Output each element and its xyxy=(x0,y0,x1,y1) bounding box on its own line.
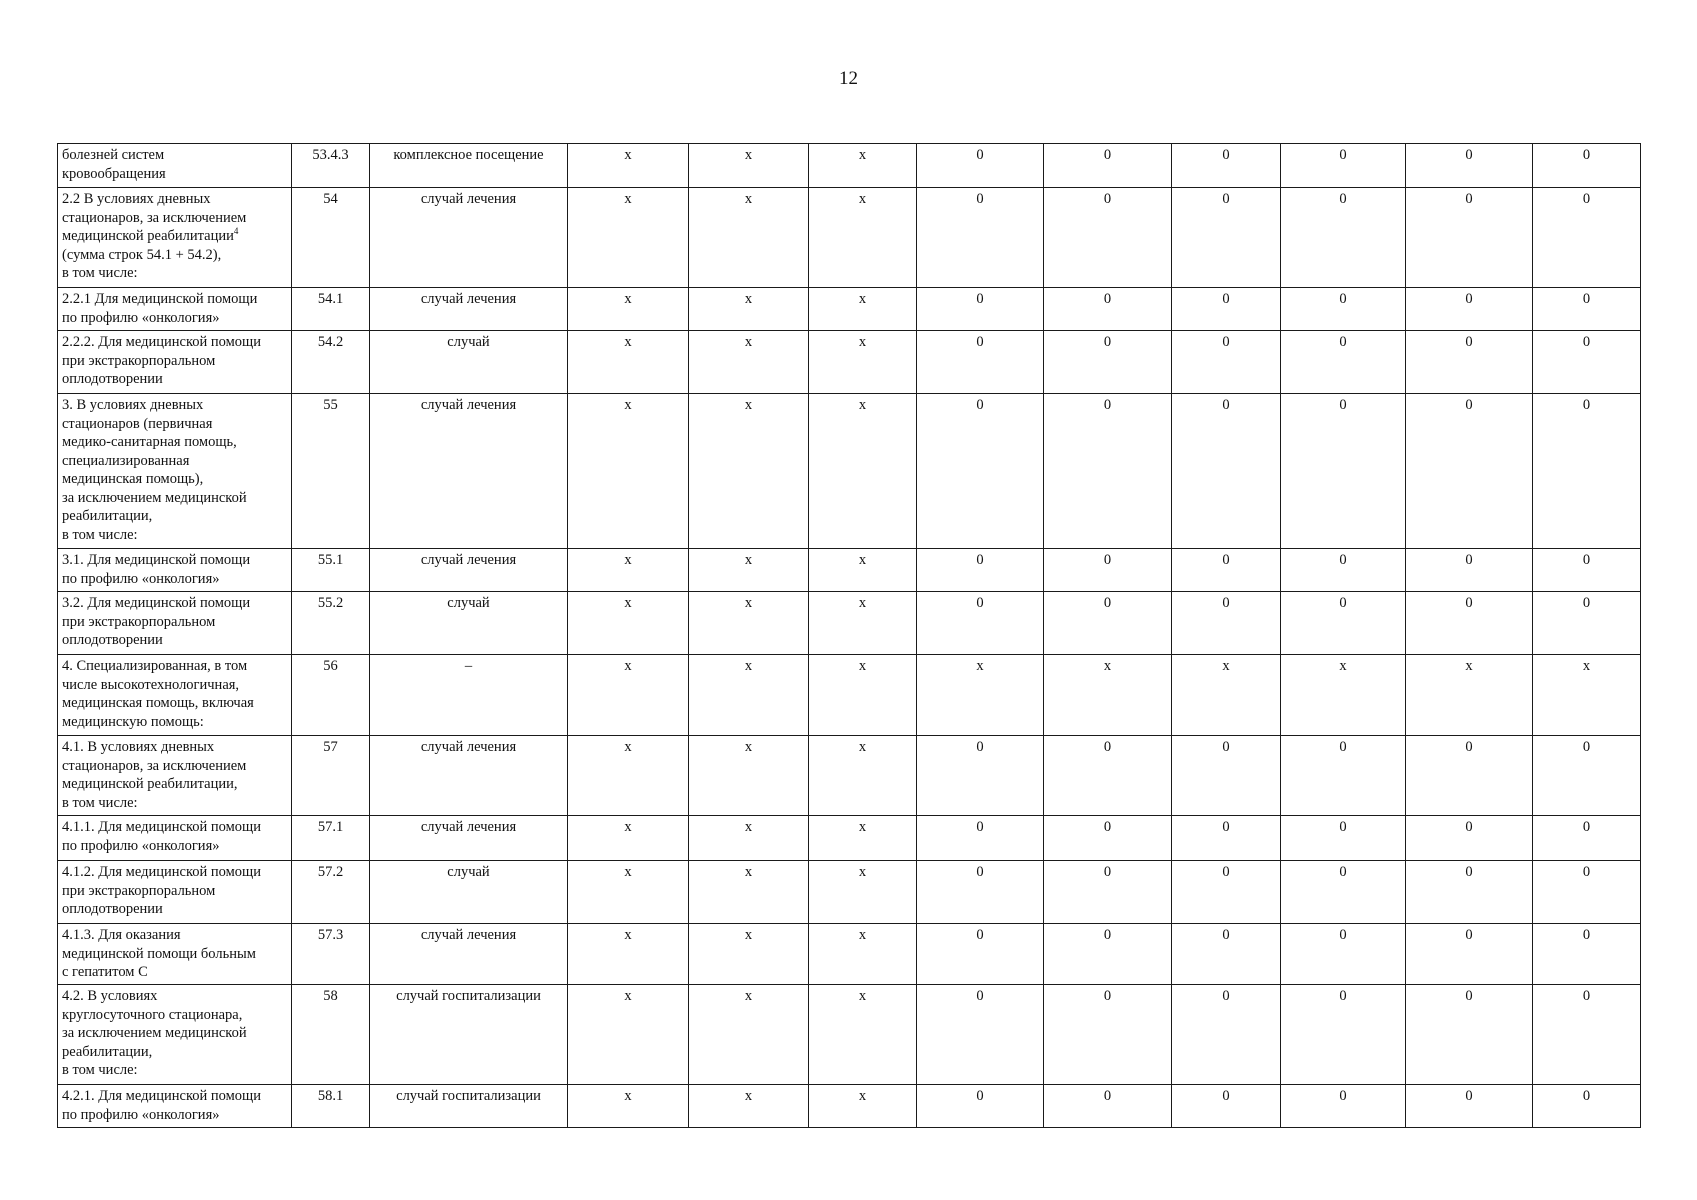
value-cell: 0 xyxy=(1406,549,1533,592)
row-name xyxy=(58,655,292,736)
value-cell: 0 xyxy=(1533,394,1641,549)
value-cell: 0 xyxy=(1281,144,1406,188)
value-cell: 0 xyxy=(1406,144,1533,188)
value-cell: х xyxy=(809,985,917,1085)
value-cell: 0 xyxy=(1533,816,1641,861)
row-unit: случай лечения xyxy=(370,394,568,549)
row-name xyxy=(58,144,292,188)
value-cell: 0 xyxy=(1533,924,1641,985)
value-cell: х xyxy=(809,394,917,549)
value-cell: 0 xyxy=(1044,861,1172,924)
value-cell: 0 xyxy=(1044,1085,1172,1128)
row-name-text: 4.2. В условиях круглосуточного стационара, за исключением медицинской реабилитации, в том числе: xyxy=(62,988,247,1078)
value-cell: х xyxy=(568,188,689,288)
value-cell: х xyxy=(1281,655,1406,736)
table-row xyxy=(58,736,1641,816)
value-cell: х xyxy=(809,592,917,655)
row-unit: случай лечения xyxy=(370,188,568,288)
table-row xyxy=(58,1085,1641,1128)
value-cell: х xyxy=(689,592,809,655)
value-cell: 0 xyxy=(1044,592,1172,655)
row-name xyxy=(58,924,292,985)
row-unit: комплексное посещение xyxy=(370,144,568,188)
value-cell: х xyxy=(568,816,689,861)
row-name xyxy=(58,549,292,592)
value-cell: х xyxy=(689,549,809,592)
table-row xyxy=(58,985,1641,1085)
value-cell: х xyxy=(809,655,917,736)
value-cell: 0 xyxy=(1406,924,1533,985)
value-cell: 0 xyxy=(1281,331,1406,394)
row-name-text: 2.2.2. Для медицинской помощи при экстракорпоральном оплодотворении xyxy=(62,334,261,387)
row-name-text: 2.2.1 Для медицинской помощи по профилю «онкология» xyxy=(62,291,258,326)
value-cell: х xyxy=(1406,655,1533,736)
row-code: 55.2 xyxy=(292,592,370,655)
value-cell: х xyxy=(689,736,809,816)
value-cell: 0 xyxy=(917,592,1044,655)
value-cell: х xyxy=(809,188,917,288)
value-cell: 0 xyxy=(1533,331,1641,394)
value-cell: 0 xyxy=(1281,188,1406,288)
value-cell: 0 xyxy=(1533,985,1641,1085)
row-code: 55.1 xyxy=(292,549,370,592)
row-name xyxy=(58,331,292,394)
value-cell: х xyxy=(568,394,689,549)
value-cell: 0 xyxy=(917,394,1044,549)
row-unit: случай лечения xyxy=(370,736,568,816)
row-code: 57.3 xyxy=(292,924,370,985)
value-cell: 0 xyxy=(1172,331,1281,394)
table-row xyxy=(58,188,1641,288)
value-cell: х xyxy=(568,144,689,188)
row-name-text: 4.1.3. Для оказания медицинской помощи больным с гепатитом С xyxy=(62,927,256,980)
table-row xyxy=(58,331,1641,394)
value-cell: х xyxy=(809,816,917,861)
page-number: 12 xyxy=(839,68,858,89)
row-name-text: 3.1. Для медицинской помощи по профилю «онкология» xyxy=(62,552,251,587)
row-unit: – xyxy=(370,655,568,736)
value-cell: 0 xyxy=(1533,549,1641,592)
footnote-ref: 4 xyxy=(233,226,239,237)
row-name xyxy=(58,394,292,549)
row-name-text: 4.2.1. Для медицинской помощи по профилю «онкология» xyxy=(62,1088,261,1123)
value-cell: 0 xyxy=(1533,736,1641,816)
value-cell: х xyxy=(809,549,917,592)
value-cell: 0 xyxy=(1406,592,1533,655)
value-cell: х xyxy=(809,736,917,816)
row-unit: случай лечения xyxy=(370,816,568,861)
value-cell: 0 xyxy=(1533,861,1641,924)
value-cell: 0 xyxy=(1044,736,1172,816)
value-cell: х xyxy=(689,331,809,394)
value-cell: 0 xyxy=(1172,924,1281,985)
row-code: 54 xyxy=(292,188,370,288)
value-cell: 0 xyxy=(1406,188,1533,288)
table-row xyxy=(58,861,1641,924)
value-cell: х xyxy=(809,331,917,394)
value-cell: х xyxy=(917,655,1044,736)
row-code: 54.1 xyxy=(292,288,370,331)
row-name-text: 4.1.1. Для медицинской помощи по профилю «онкология» xyxy=(62,819,261,854)
value-cell: х xyxy=(1044,655,1172,736)
value-cell: 0 xyxy=(1044,144,1172,188)
row-unit: случай госпитализации xyxy=(370,985,568,1085)
row-code: 58 xyxy=(292,985,370,1085)
row-name-text: 4. Специализированная, в том числе высокотехнологичная, медицинская помощь, включая медицинскую помощь: xyxy=(62,658,254,730)
row-unit: случай лечения xyxy=(370,288,568,331)
value-cell: 0 xyxy=(1172,144,1281,188)
row-unit: случай xyxy=(370,861,568,924)
value-cell: 0 xyxy=(1172,188,1281,288)
data-table xyxy=(57,143,1641,1128)
value-cell: 0 xyxy=(1533,1085,1641,1128)
value-cell: х xyxy=(568,736,689,816)
table-row xyxy=(58,816,1641,861)
value-cell: 0 xyxy=(1406,861,1533,924)
value-cell: 0 xyxy=(1172,1085,1281,1128)
row-name xyxy=(58,985,292,1085)
value-cell: х xyxy=(689,288,809,331)
value-cell: 0 xyxy=(1281,861,1406,924)
value-cell: 0 xyxy=(917,549,1044,592)
value-cell: 0 xyxy=(1172,816,1281,861)
value-cell: 0 xyxy=(1281,288,1406,331)
value-cell: х xyxy=(568,331,689,394)
row-code: 57.1 xyxy=(292,816,370,861)
table-row xyxy=(58,288,1641,331)
value-cell: х xyxy=(568,655,689,736)
row-name xyxy=(58,188,292,288)
value-cell: х xyxy=(568,924,689,985)
value-cell: 0 xyxy=(917,816,1044,861)
value-cell: х xyxy=(568,288,689,331)
value-cell: х xyxy=(568,985,689,1085)
value-cell: 0 xyxy=(1172,394,1281,549)
value-cell: х xyxy=(809,861,917,924)
row-name xyxy=(58,816,292,861)
value-cell: 0 xyxy=(1406,394,1533,549)
row-name xyxy=(58,288,292,331)
table-row xyxy=(58,655,1641,736)
value-cell: 0 xyxy=(1533,144,1641,188)
value-cell: 0 xyxy=(1281,1085,1406,1128)
value-cell: 0 xyxy=(917,924,1044,985)
value-cell: х xyxy=(689,861,809,924)
value-cell: х xyxy=(689,188,809,288)
value-cell: 0 xyxy=(1533,288,1641,331)
value-cell: х xyxy=(689,924,809,985)
value-cell: 0 xyxy=(1281,394,1406,549)
value-cell: 0 xyxy=(1044,331,1172,394)
value-cell: 0 xyxy=(1172,985,1281,1085)
value-cell: 0 xyxy=(1281,924,1406,985)
row-code: 57.2 xyxy=(292,861,370,924)
row-code: 55 xyxy=(292,394,370,549)
row-name-cont: (сумма строк 54.1 + 54.2), в том числе: xyxy=(62,246,222,281)
value-cell: 0 xyxy=(917,736,1044,816)
value-cell: 0 xyxy=(917,188,1044,288)
value-cell: 0 xyxy=(1406,816,1533,861)
value-cell: 0 xyxy=(917,985,1044,1085)
value-cell: х xyxy=(689,1085,809,1128)
value-cell: х xyxy=(689,816,809,861)
row-unit: случай лечения xyxy=(370,549,568,592)
value-cell: 0 xyxy=(1281,985,1406,1085)
value-cell: х xyxy=(1533,655,1641,736)
value-cell: 0 xyxy=(1172,592,1281,655)
row-name-text: 3.2. Для медицинской помощи при экстракорпоральном оплодотворении xyxy=(62,595,251,648)
row-code: 58.1 xyxy=(292,1085,370,1128)
value-cell: 0 xyxy=(917,144,1044,188)
value-cell: 0 xyxy=(1533,592,1641,655)
value-cell: 0 xyxy=(917,1085,1044,1128)
value-cell: 0 xyxy=(1044,188,1172,288)
row-code: 54.2 xyxy=(292,331,370,394)
row-code: 57 xyxy=(292,736,370,816)
row-unit: случай xyxy=(370,592,568,655)
value-cell: 0 xyxy=(1044,288,1172,331)
value-cell: х xyxy=(689,394,809,549)
value-cell: 0 xyxy=(1044,394,1172,549)
value-cell: 0 xyxy=(1044,549,1172,592)
value-cell: 0 xyxy=(1172,736,1281,816)
value-cell: х xyxy=(689,144,809,188)
value-cell: 0 xyxy=(1281,816,1406,861)
value-cell: 0 xyxy=(1406,288,1533,331)
value-cell: х xyxy=(568,861,689,924)
row-unit: случай лечения xyxy=(370,924,568,985)
value-cell: х xyxy=(568,592,689,655)
value-cell: 0 xyxy=(1172,288,1281,331)
value-cell: х xyxy=(689,985,809,1085)
table-row xyxy=(58,924,1641,985)
value-cell: х xyxy=(809,144,917,188)
row-unit: случай xyxy=(370,331,568,394)
table-row xyxy=(58,144,1641,188)
table-row xyxy=(58,549,1641,592)
value-cell: 0 xyxy=(1406,736,1533,816)
value-cell: х xyxy=(809,924,917,985)
value-cell: 0 xyxy=(1281,736,1406,816)
value-cell: 0 xyxy=(1172,861,1281,924)
row-code: 53.4.3 xyxy=(292,144,370,188)
row-name xyxy=(58,861,292,924)
value-cell: 0 xyxy=(1406,1085,1533,1128)
value-cell: 0 xyxy=(1044,816,1172,861)
row-name-text: болезней систем кровообращения xyxy=(62,147,166,182)
value-cell: х xyxy=(568,1085,689,1128)
value-cell: 0 xyxy=(1533,188,1641,288)
value-cell: 0 xyxy=(1406,331,1533,394)
value-cell: 0 xyxy=(917,331,1044,394)
value-cell: 0 xyxy=(1281,549,1406,592)
row-name-text: 2.2 В условиях дневных стационаров, за исключением медицинской реабилитации xyxy=(62,191,247,244)
row-name-text: 3. В условиях дневных стационаров (первичная медико-санитарная помощь, специализированная медицинская помощь), за исключением медицинской реабилитации, в том числе: xyxy=(62,397,247,543)
table-row xyxy=(58,592,1641,655)
row-name xyxy=(58,1085,292,1128)
value-cell: 0 xyxy=(1172,549,1281,592)
value-cell: х xyxy=(809,1085,917,1128)
value-cell: 0 xyxy=(1044,924,1172,985)
row-name-text: 4.1. В условиях дневных стационаров, за исключением медицинской реабилитации, в том числе: xyxy=(62,739,247,811)
row-name-text: 4.1.2. Для медицинской помощи при экстракорпоральном оплодотворении xyxy=(62,864,261,917)
value-cell: 0 xyxy=(1044,985,1172,1085)
row-name xyxy=(58,736,292,816)
value-cell: х xyxy=(568,549,689,592)
table-row xyxy=(58,394,1641,549)
value-cell: х xyxy=(689,655,809,736)
value-cell: х xyxy=(809,288,917,331)
row-name xyxy=(58,592,292,655)
value-cell: 0 xyxy=(917,288,1044,331)
row-code: 56 xyxy=(292,655,370,736)
value-cell: 0 xyxy=(917,861,1044,924)
value-cell: 0 xyxy=(1281,592,1406,655)
value-cell: х xyxy=(1172,655,1281,736)
value-cell: 0 xyxy=(1406,985,1533,1085)
row-unit: случай госпитализации xyxy=(370,1085,568,1128)
